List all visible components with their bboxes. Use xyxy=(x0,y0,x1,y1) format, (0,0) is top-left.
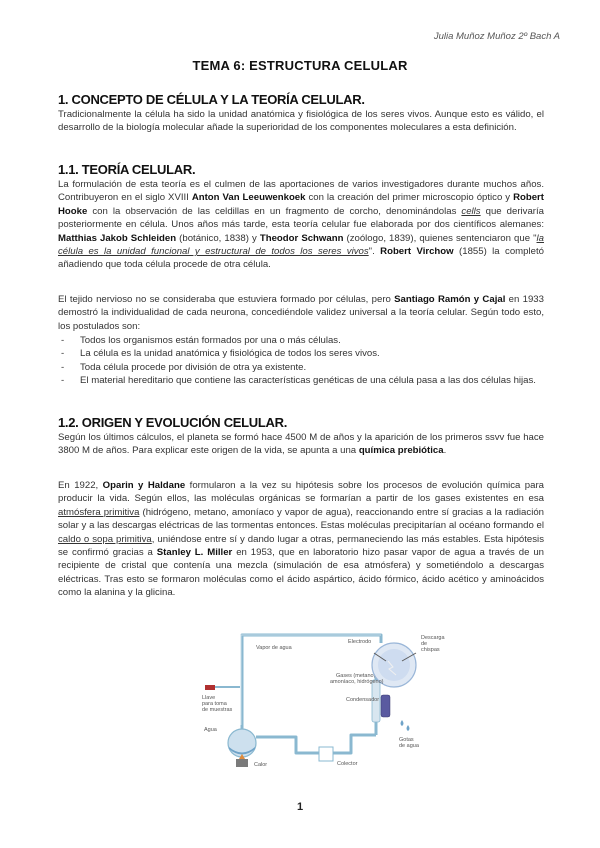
label-collector: Colector xyxy=(337,761,358,767)
document-header: Julia Muñoz Muñoz 2º Bach A xyxy=(433,31,560,42)
page-number: 1 xyxy=(296,801,304,813)
section-1-1-paragraph-1: La formulación de esta teoría es el culmen de las aportaciones de varios investigadores durante muchos años. Contribuyeron en el siglo XVIII Anton Van Leeuwenkoek con la creación del primer microscopio óptico y Robert Hooke con la observación de las celdillas en un fragmento de corcho, denominándolas cells que derivaría posteriormente en célula. Unos años más tarde, esta teoría celular fue elaborada por dos científicos alemanes: Matthias Jakob Schleiden (botánico, 1838) y Theodor Schwann (zoólogo, 1839), quienes sentenciaron que "la célula es la unidad funcional y estructural de todos los seres vivos". Robert Virchow (1855) la completó añadiendo que toda célula procede de otra célula. xyxy=(58,179,544,271)
label-condenser: Condensador xyxy=(346,697,380,703)
section-1-1-paragraph-2: El tejido nervioso no se consideraba que estuviera formado por células, pero Santiago Ramón y Cajal en 1933 demostró la individualidad de cada neurona, concediéndole validez universal a la teoría celular. Según todo esto, los postulados son: xyxy=(58,294,544,332)
stopcock xyxy=(205,685,215,690)
glass-tubing xyxy=(242,635,391,753)
section-1-1-heading: 1.1. TEORÍA CELULAR. xyxy=(58,162,196,177)
label-stopcock-1: Llave xyxy=(202,695,216,701)
gas-sphere-inner xyxy=(378,649,410,681)
list-item: - El material hereditario que contiene las características genéticas de una célula pasa a las dos células hijas. xyxy=(58,374,544,387)
label-discharge-2: de xyxy=(421,641,428,647)
section-1-heading: 1. CONCEPTO DE CÉLULA Y LA TEORÍA CELULAR. xyxy=(58,92,365,107)
label-water: Agua xyxy=(204,727,217,733)
miller-experiment-diagram xyxy=(196,625,445,772)
label-vapor: Vapor de agua xyxy=(256,645,292,651)
condenser-jacket xyxy=(381,695,390,717)
list-item: - Toda célula procede por división de otra ya existente. xyxy=(58,361,544,374)
water-drop-icon xyxy=(407,725,410,731)
water-drop-icon xyxy=(401,720,404,726)
label-stopcock-2: para toma xyxy=(202,701,227,707)
document-title: TEMA 6: ESTRUCTURA CELULAR xyxy=(192,58,408,73)
label-drops-1: Gotas xyxy=(399,737,414,743)
section-1-paragraph: Tradicionalmente la célula ha sido la unidad anatómica y fisiológica de los seres vivos. Aunque esto es válido, el desarrollo de la biología molecular añade la superioridad de los componentes moleculares a esta definición. xyxy=(58,109,544,134)
label-gases-2: amoníaco, hidrógeno) xyxy=(330,679,384,685)
section-1-2-paragraph-2: En 1922, Oparin y Haldane formularon a la vez su hipótesis sobre los procesos de evolución química para producir la vida. Según ellos, las moléculas orgánicas se formarían a partir de los gases existentes en esa atmósfera primitiva (hidrógeno, metano, amoníaco y vapor de agua), reaccionando entre sí gracias a la radiación solar y a las descargas eléctricas de las tormentas entonces. Estas moléculas precipitarían al océano formando el caldo o sopa primitiva, uniéndose entre sí y dando lugar a otras, permaneciendo las más estables. Esta hipótesis se confirmó gracias a Stanley L. Miller en 1953, que en laboratorio hizo pasar vapor de agua a través de un recipiente de cristal que contenía una mezcla (simulación de esa atmósfera) y sometiéndolo a descargas eléctricas. Tras esto se formaron moléculas como el ácido aspártico, ácido fórmico, ácido acético y aminoácidos como la alanina y la glicina. xyxy=(58,480,544,599)
collector xyxy=(319,747,333,761)
section-1-2-heading: 1.2. ORIGEN Y EVOLUCIÓN CELULAR. xyxy=(58,415,288,430)
burner xyxy=(236,759,248,767)
label-electrode: Electrodo xyxy=(348,639,372,645)
section-1-2-paragraph-1: Según los últimos cálculos, el planeta se formó hace 4500 M de años y la aparición de los primeros ssvv fue hace 3800 M de años. Para explicar este origen de la vida, se apunta a una química prebiótica. xyxy=(58,432,544,457)
label-discharge-1: Descarga xyxy=(421,635,445,641)
label-stopcock-3: de muestras xyxy=(202,707,233,713)
label-drops-2: de agua xyxy=(399,743,419,749)
label-heat: Calor xyxy=(254,762,268,768)
list-item: - La célula es la unidad anatómica y fisiológica de todos los seres vivos. xyxy=(58,347,544,360)
label-discharge-3: chispas xyxy=(421,647,440,653)
postulates-list xyxy=(58,334,544,388)
label-gases-1: Gases (metano, xyxy=(336,673,376,679)
list-item: - Todos los organismos están formados por una o más células. xyxy=(58,334,544,347)
